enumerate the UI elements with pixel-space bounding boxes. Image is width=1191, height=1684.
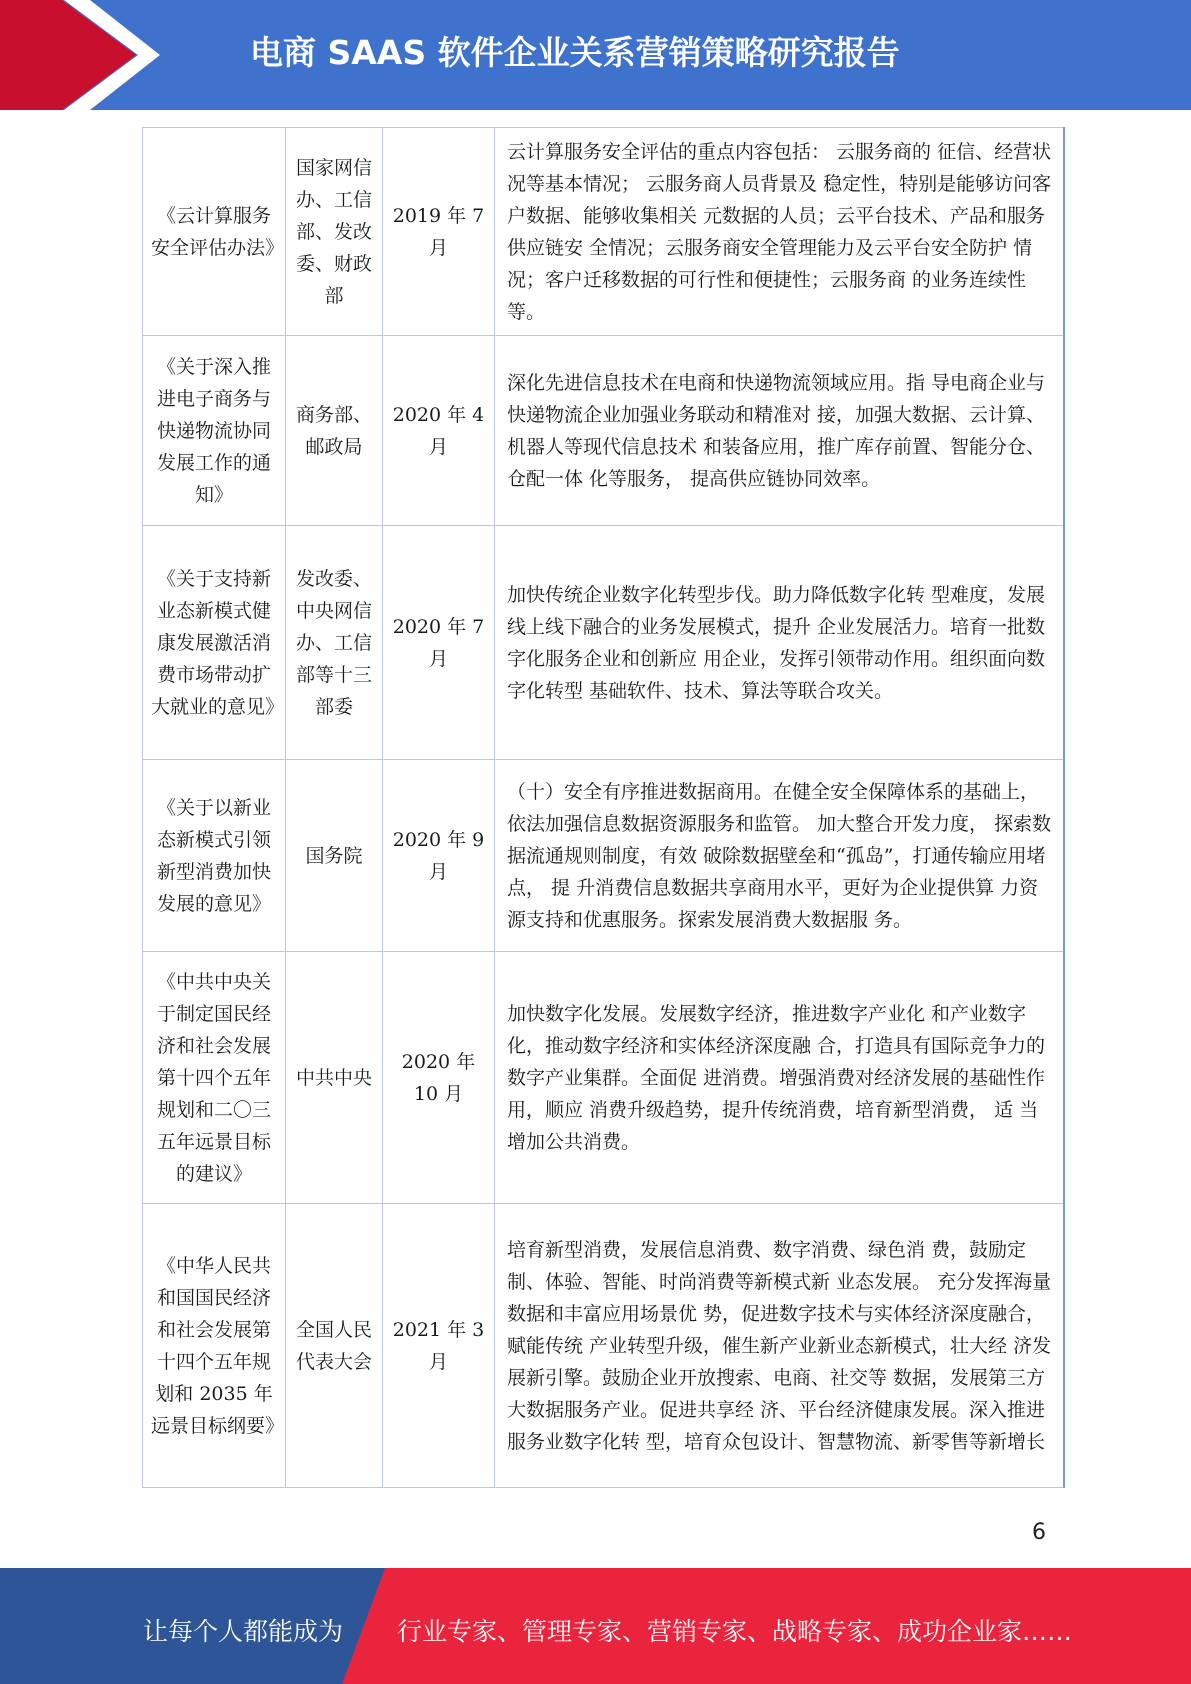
page-number: 6 (1032, 1520, 1046, 1545)
policy-description: 云计算服务安全评估的重点内容包括： 云服务商的 征信、经营状况等基本情况； 云服务商人员背景及 稳定性，特别是能够访问客户数据、能够收集相关 元数据的人员；云平台技术、产品和服务供应链安 全情况；云服务商安全管理能力及云平台安全防护 情况；客户迁移数据的可行性和便捷性；云服务商 的业务连续性等。 (495, 128, 1064, 336)
policy-date: 2019 年 7 月 (383, 128, 495, 336)
policy-date: 2020 年 4 月 (383, 336, 495, 526)
policy-issuer: 发改委、中央网信办、工信部等十三部委 (286, 526, 383, 760)
table-row (143, 760, 1064, 952)
policy-name: 《关于支持新业态新模式健康发展激活消费市场带动扩大就业的意见》 (143, 526, 286, 760)
policy-date: 2020 年 9 月 (383, 760, 495, 952)
policy-name: 《云计算服务安全评估办法》 (143, 128, 286, 336)
table-row (143, 526, 1064, 760)
policy-name: 《中共中央关于制定国民经济和社会发展第十四个五年规划和二〇三五年远景目标的建议》 (143, 952, 286, 1204)
policy-date: 2020 年 7 月 (383, 526, 495, 760)
policy-description: 培育新型消费，发展信息消费、数字消费、绿色消 费，鼓励定制、体验、智能、时尚消费等新模式新 业态发展。 充分发挥海量数据和丰富应用场景优 势，促进数字技术与实体经济深度融合，赋能传统 产业转型升级，催生新产业新业态新模式，壮大经 济发展新引擎。鼓励企业开放搜索、电商、社交等 数据，发展第三方大数据服务产业。促进共享经 济、平台经济健康发展。深入推进服务业数字化转 型，培育众包设计、智慧物流、新零售等新增长 (495, 1204, 1064, 1488)
policy-name: 《中华人民共和国国民经济和社会发展第十四个五年规划和 2035 年远景目标纲要》 (143, 1204, 286, 1488)
policy-issuer: 全国人民代表大会 (286, 1204, 383, 1488)
policy-date: 2021 年 3 月 (383, 1204, 495, 1488)
page-header (0, 0, 1191, 110)
policy-issuer: 国务院 (286, 760, 383, 952)
policy-issuer: 商务部、邮政局 (286, 336, 383, 526)
policy-issuer: 中共中央 (286, 952, 383, 1204)
table-row (143, 1204, 1064, 1488)
policy-description: 加快传统企业数字化转型步伐。助力降低数字化转 型难度，发展线上线下融合的业务发展模式，提升 企业发展活力。培育一批数字化服务企业和创新应 用企业，发挥引领带动作用。组织面向数字化转型 基础软件、技术、算法等联合攻关。 (495, 526, 1064, 760)
policy-description: （十）安全有序推进数据商用。在健全安全保障体系的基础上，依法加强信息数据资源服务和监管。 加大整合开发力度， 探索数据流通规则制度，有效 破除数据壁垒和“孤岛”，打通传输应用堵点， 提 升消费信息数据共享商用水平，更好为企业提供算 力资源支持和优惠服务。探索发展消费大数据服 务。 (495, 760, 1064, 952)
report-title: 电商 SAAS 软件企业关系营销策略研究报告 (250, 33, 900, 72)
table-row (143, 336, 1064, 526)
policy-issuer: 国家网信办、工信部、发改委、财政部 (286, 128, 383, 336)
policy-table (142, 127, 1065, 1488)
footer-slogan-left: 让每个人都能成为 (143, 1617, 344, 1646)
policy-name: 《关于深入推进电子商务与快递物流协同发展工作的通知》 (143, 336, 286, 526)
policy-date: 2020 年 10 月 (383, 952, 495, 1204)
policy-description: 加快数字化发展。发展数字经济，推进数字产业化 和产业数字化，推动数字经济和实体经济深度融 合，打造具有国际竞争力的数字产业集群。全面促 进消费。增强消费对经济发展的基础性作用，顺应 消费升级趋势，提升传统消费，培育新型消费， 适 当增加公共消费。 (495, 952, 1064, 1204)
policy-description: 深化先进信息技术在电商和快递物流领域应用。指 导电商企业与快递物流企业加强业务联动和精准对 接，加强大数据、云计算、机器人等现代信息技术 和装备应用，推广库存前置、智能分仓、仓配一体 化等服务， 提高供应链协同效率。 (495, 336, 1064, 526)
footer-slogan-right: 行业专家、管理专家、营销专家、战略专家、成功企业家…… (397, 1617, 1073, 1646)
policy-name: 《关于以新业态新模式引领新型消费加快发展的意见》 (143, 760, 286, 952)
table-row (143, 128, 1064, 336)
table-row (143, 952, 1064, 1204)
